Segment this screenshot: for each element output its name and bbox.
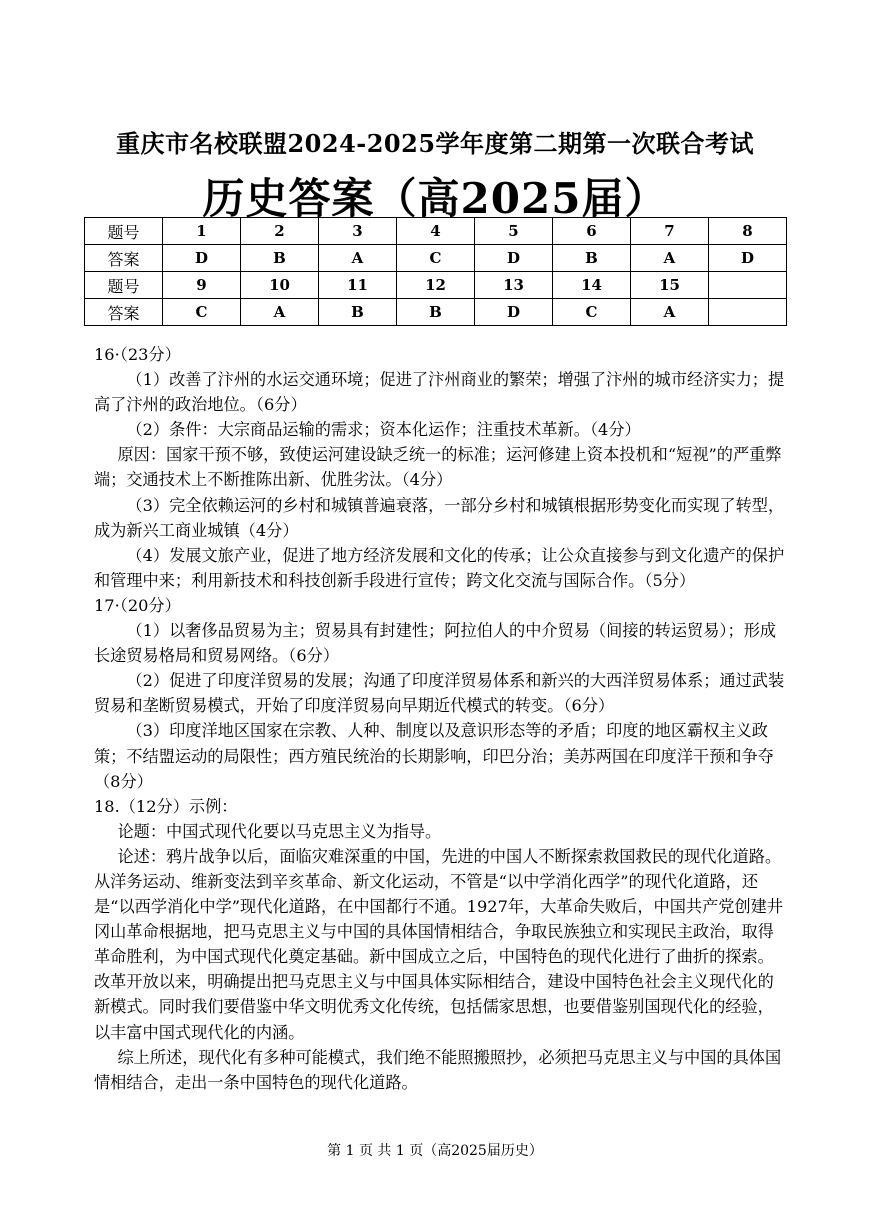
table-cell: A [241,299,319,326]
table-cell: A [631,299,709,326]
table-row-answers-2 [85,299,787,326]
question-18-topic: 论题：中国式现代化要以马克思主义为指导。 [117,821,442,841]
answer-body [94,342,786,1095]
table-cell: D [163,245,241,272]
table-row-answers-1 [85,245,787,272]
table-cell: B [241,245,319,272]
question-18-argument: 论述：鸦片战争以后，面临灾难深重的中国，先进的中国人不断探索救国救民的现代化道路。从洋务运动、维新变法到辛亥革命、新文化运动，不管是“以中学消化西学”的现代化道路，还是“以西学消化中学”现代化道路，在中国都行不通。1927年，大革命失败后，中国共产党创建井冈山革命根据地，把马克思主义与中国的具体国情相结合，争取民族独立和实现民主政治，取得革命胜利，为中国式现代化奠定基础。新中国成立之后，中国特色的现代化进行了曲折的探索。改革开放以来，明确提出把马克思主义与中国具体实际相结合，建设中国特色社会主义现代化的新模式。同时我们要借鉴中华文明优秀文化传统，包括儒家思想，也要借鉴别国现代化的经验，以丰富中国式现代化的内涵。 [94,846,784,1042]
table-cell: 9 [163,272,241,299]
question-17-part-1: （1）以奢侈品贸易为主；贸易具有封建性；阿拉伯人的中介贸易（间接的转运贸易）；形成长途贸易格局和贸易网络。（6分） [94,621,777,666]
table-cell: D [475,245,553,272]
question-16-heading: 16·（23分） [94,345,181,364]
table-cell: 5 [475,218,553,245]
table-cell: B [319,299,397,326]
question-16-part-1: （1）改善了汴州的水运交通环境；促进了汴州商业的繁荣；增强了汴州的城市经济实力；提高了汴州的政治地位。（6分） [94,370,785,415]
table-row-question-numbers-2 [85,272,787,299]
table-cell: 15 [631,272,709,299]
table-cell: B [553,245,631,272]
question-16-reasons: 原因：国家干预不够，致使运河建设缺乏统一的标准；运河修建上资本投机和“短视”的严重弊端；交通技术上不断推陈出新、优胜劣汰。（4分） [94,445,782,490]
table-cell: 8 [709,218,787,245]
table-cell: 12 [397,272,475,299]
table-cell: C [163,299,241,326]
question-17-part-2: （2）促进了印度洋贸易的发展；沟通了印度洋贸易体系和新兴的大西洋贸易体系；通过武装贸易和垄断贸易模式，开始了印度洋贸易向早期近代模式的转变。（6分） [94,671,785,716]
table-cell: 1 [163,218,241,245]
question-17-part-3: （3）印度洋地区国家在宗教、人种、制度以及意识形态等的矛盾；印度的地区霸权主义政策；不结盟运动的局限性；西方殖民统治的长期影响，印巴分治；美苏两国在印度洋干预和争夺（8分） [94,721,774,791]
row-label: 答案 [85,299,163,326]
table-cell: B [397,299,475,326]
row-label: 题号 [85,272,163,299]
table-cell: 3 [319,218,397,245]
table-cell: D [475,299,553,326]
table-cell [709,299,787,326]
table-cell: A [319,245,397,272]
question-16-part-2: （2）条件：大宗商品运输的需求；资本化运作；注重技术革新。（4分） [126,420,641,440]
table-cell: C [397,245,475,272]
table-cell: 6 [553,218,631,245]
question-17-heading: 17·（20分） [94,595,181,615]
question-16-part-3: （3）完全依赖运河的乡村和城镇普遍衰落，一部分乡村和城镇根据形势变化而实现了转型，成为新兴工商业城镇（4分） [94,495,785,540]
table-cell: 2 [241,218,319,245]
table-row-question-numbers-1 [85,218,787,245]
table-cell: 4 [397,218,475,245]
exam-title: 重庆市名校联盟2024-2025学年度第二期第一次联合考试 [115,129,755,158]
table-cell: 7 [631,218,709,245]
question-18-heading: 18.（12分）示例： [94,796,238,816]
document-title: 历史答案（高2025届） [202,174,668,223]
question-16-part-4: （4）发展文旅产业，促进了地方经济发展和文化的传承；让公众直接参与到文化遗产的保护和管理中来；利用新技术和科技创新手段进行宣传；跨文化交流与国际合作。（5分） [94,545,785,590]
table-cell [709,272,787,299]
answer-table [84,217,787,326]
row-label: 答案 [85,245,163,272]
row-label: 题号 [85,218,163,245]
question-18-conclusion: 综上所述，现代化有多种可能模式，我们绝不能照搬照抄，必须把马克思主义与中国的具体国情相结合，走出一条中国特色的现代化道路。 [94,1047,782,1092]
table-cell: 13 [475,272,553,299]
table-cell: 10 [241,272,319,299]
table-cell: C [553,299,631,326]
table-cell: D [709,245,787,272]
table-cell: 11 [319,272,397,299]
table-cell: 14 [553,272,631,299]
table-cell: A [631,245,709,272]
page-footer: 第 1 页 共 1 页（高2025届历史） [327,1143,543,1159]
